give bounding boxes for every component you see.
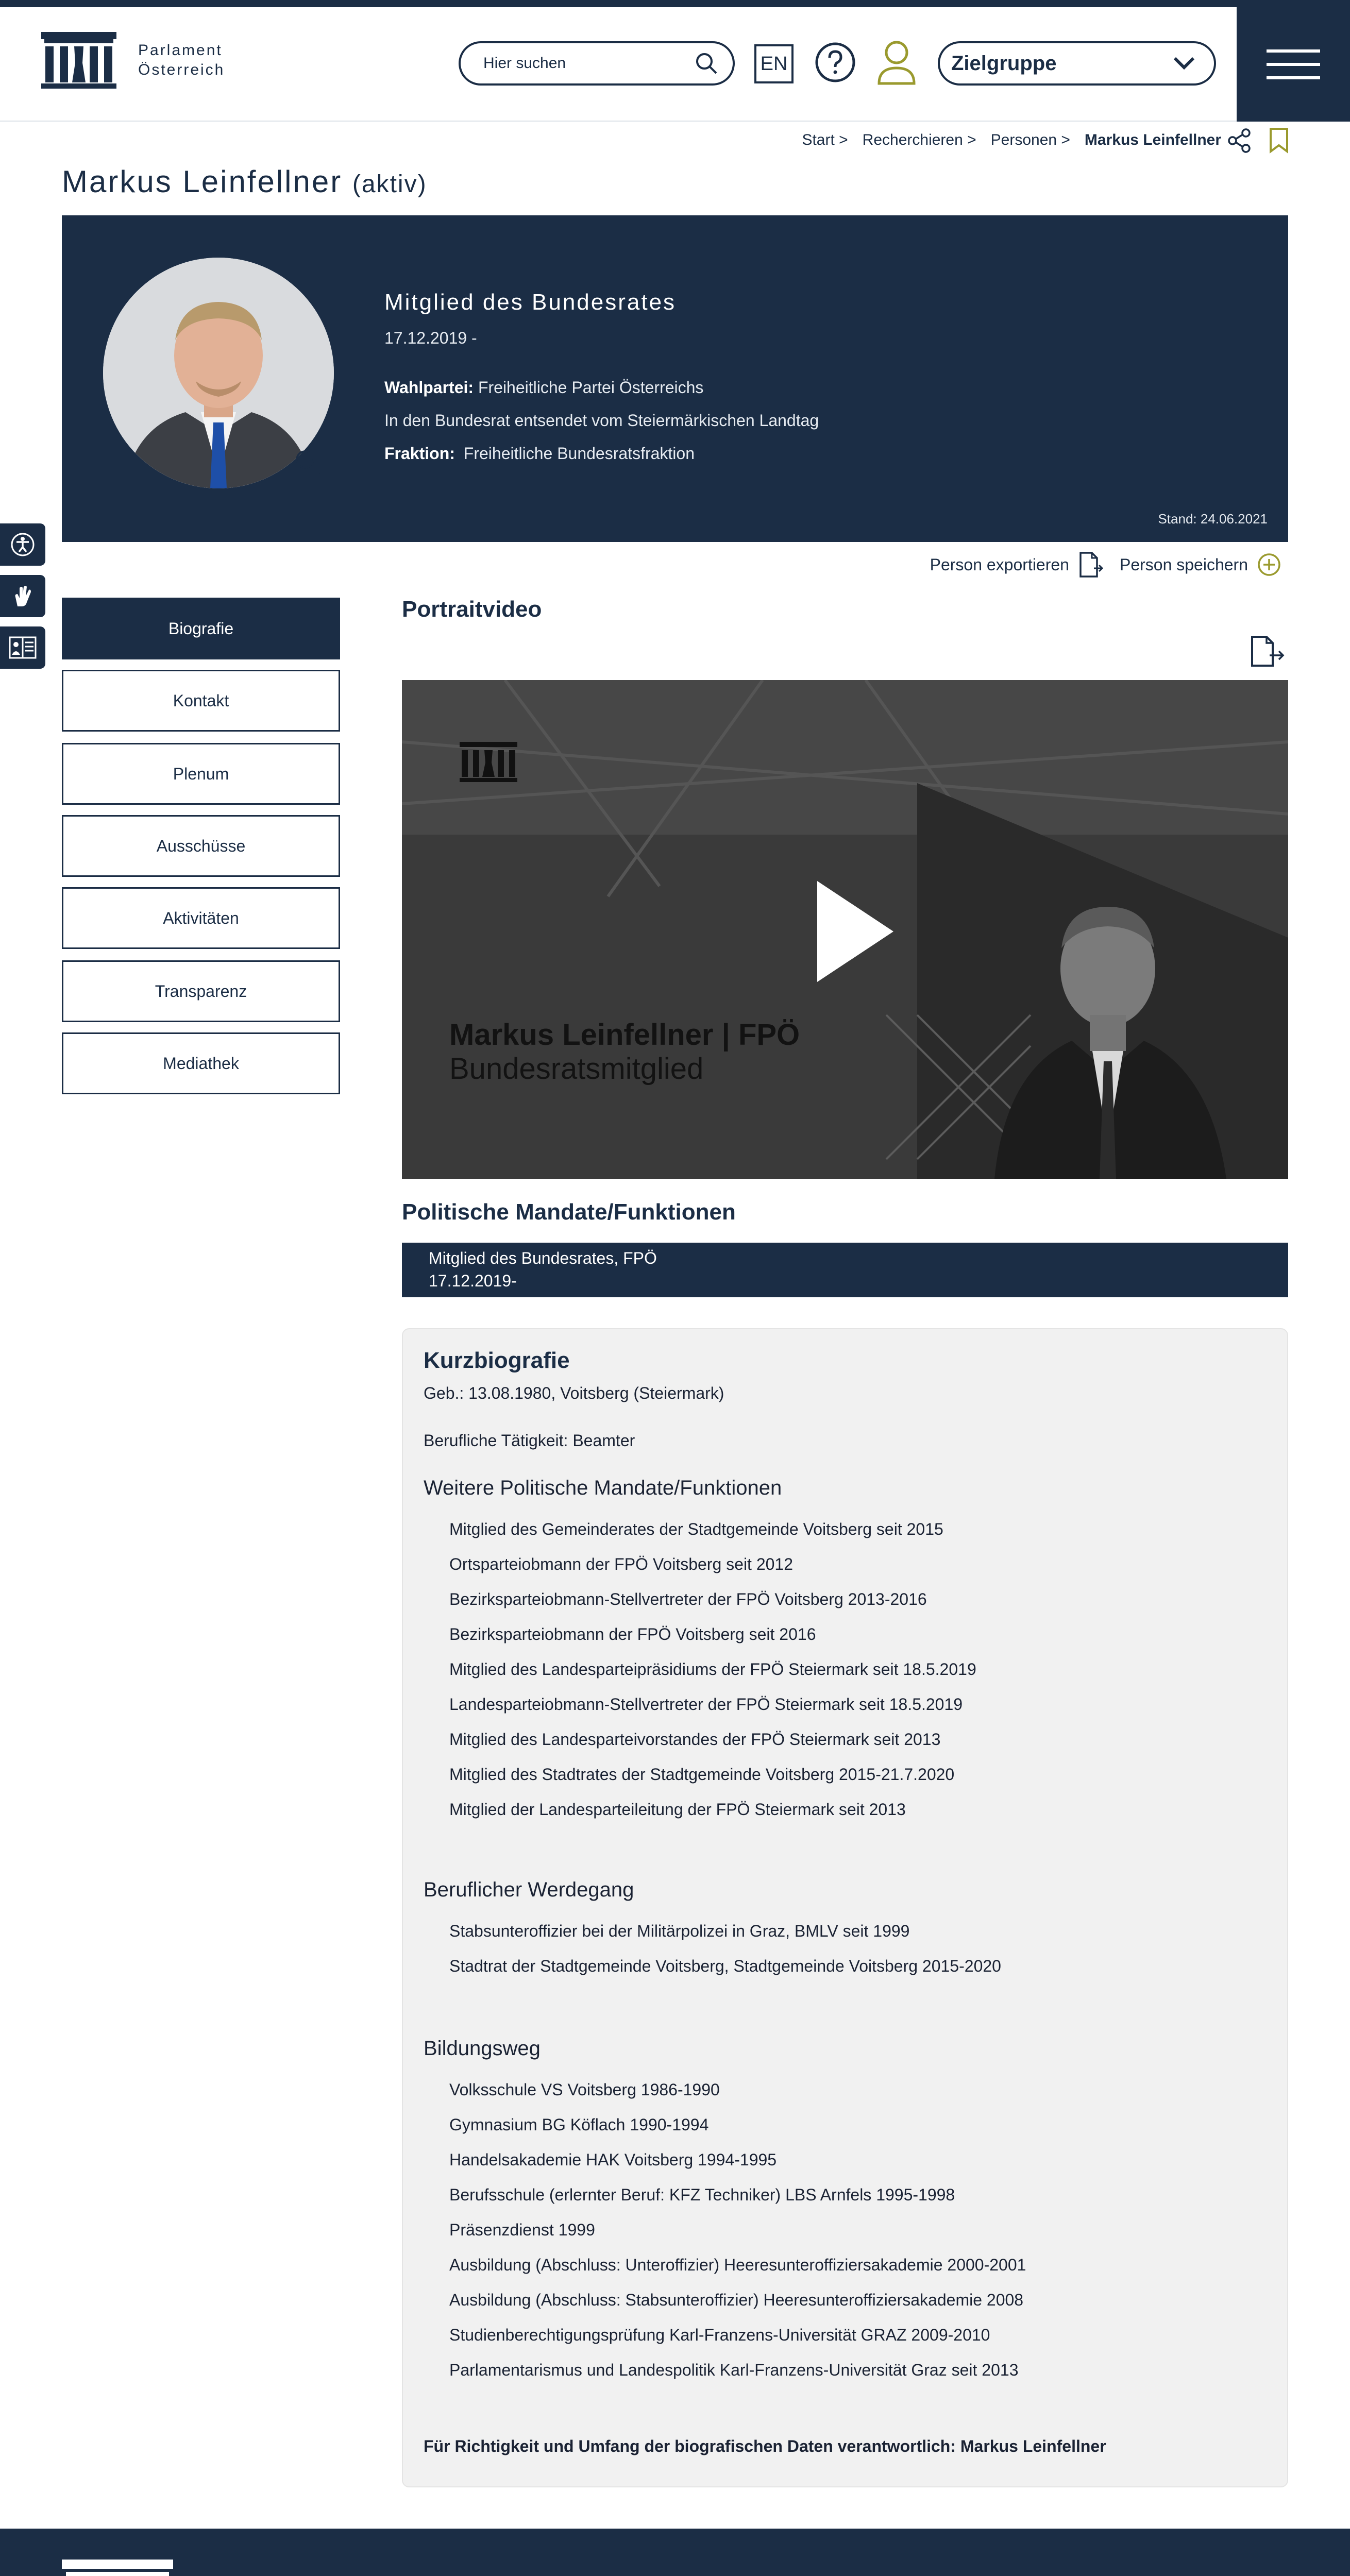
add-circle-icon[interactable] — [1257, 553, 1281, 577]
wahlpartei-line — [384, 378, 703, 397]
target-group-select[interactable] — [938, 41, 1216, 86]
person-name: Markus Leinfellner — [62, 164, 343, 199]
further-mandate-item: Mitglied des Gemeinderates der Stadtgemeinde Voitsberg seit 2015 — [449, 1520, 943, 1538]
further-mandate-item: Landesparteiobmann-Stellvertreter der FPÖ Steiermark seit 18.5.2019 — [449, 1695, 963, 1714]
education-item: Ausbildung (Abschluss: Stabsunteroffizier) Heeresunteroffiziersakademie 2008 — [449, 2291, 1024, 2309]
education-item: Studienberechtigungsprüfung Karl-Franzens-Universität GRAZ 2009-2010 — [449, 2326, 990, 2344]
sign-language-button[interactable] — [0, 575, 45, 617]
bio-further-heading: Weitere Politische Mandate/Funktionen — [424, 1477, 782, 1499]
education-item: Gymnasium BG Köflach 1990-1994 — [449, 2115, 709, 2134]
easy-language-icon — [9, 635, 37, 660]
education-item: Präsenzdienst 1999 — [449, 2221, 595, 2239]
menu-icon-bar — [1267, 76, 1320, 79]
fraktion-label: Fraktion: — [384, 444, 455, 463]
career-item: Stadtrat der Stadtgemeinde Voitsberg, Stadtgemeinde Voitsberg 2015-2020 — [449, 1957, 1001, 1975]
export-person-label[interactable]: Person exportieren — [930, 555, 1069, 574]
accessibility-button[interactable] — [0, 523, 45, 566]
tab-mediathek[interactable]: Mediathek — [62, 1032, 340, 1094]
further-mandate-item: Mitglied des Landesparteivorstandes der FPÖ Steiermark seit 2013 — [449, 1730, 941, 1749]
language-switch-button[interactable]: EN — [754, 44, 794, 83]
education-item: Handelsakademie HAK Voitsberg 1994-1995 — [449, 2150, 777, 2169]
share-icon[interactable] — [1226, 128, 1252, 154]
further-mandate-item: Mitglied des Stadtrates der Stadtgemeinde Voitsberg 2015-21.7.2020 — [449, 1765, 955, 1784]
bookmark-icon[interactable] — [1269, 127, 1289, 154]
bio-education-heading: Bildungsweg — [424, 2037, 541, 2060]
menu-icon-bar — [1267, 63, 1320, 66]
export-icon[interactable] — [1078, 551, 1103, 579]
breadcrumb-item-recherchieren[interactable]: Recherchieren > — [862, 131, 976, 148]
mandate-title: Mitglied des Bundesrates, FPÖ — [429, 1249, 657, 1267]
stand-date: Stand: 24.06.2021 — [1158, 511, 1268, 527]
further-mandate-item: Bezirksparteiobmann-Stellvertreter der FPÖ Voitsberg 2013-2016 — [449, 1590, 927, 1608]
page-title — [62, 164, 427, 199]
search-input[interactable] — [483, 55, 695, 72]
video-caption — [449, 1018, 800, 1086]
logo-text-line2: Österreich — [138, 61, 225, 78]
wahlpartei-value: Freiheitliche Partei Österreichs — [478, 378, 704, 397]
role-date: 17.12.2019 - — [384, 329, 477, 347]
easy-language-button[interactable] — [0, 626, 45, 669]
tab-aktivitaeten[interactable]: Aktivitäten — [62, 887, 340, 949]
logo-text — [138, 41, 225, 80]
tab-kontakt[interactable]: Kontakt — [62, 670, 340, 732]
fraktion-value: Freiheitliche Bundesratsfraktion — [463, 444, 695, 463]
site-logo[interactable] — [41, 27, 258, 94]
wahlpartei-label: Wahlpartei: — [384, 378, 474, 397]
person-status: (aktiv) — [352, 171, 427, 198]
tab-plenum[interactable]: Plenum — [62, 743, 340, 805]
entsendung-line: In den Bundesrat entsendet vom Steiermärkischen Landtag — [384, 411, 819, 430]
tab-transparenz[interactable]: Transparenz — [62, 960, 340, 1022]
mandates-heading: Politische Mandate/Funktionen — [402, 1199, 736, 1225]
site-footer — [0, 2529, 1350, 2576]
save-person-label[interactable]: Person speichern — [1119, 555, 1248, 574]
video-still — [402, 680, 1288, 1179]
target-group-label: Zielgruppe — [951, 52, 1057, 75]
footer-parliament-logo-icon[interactable] — [62, 2560, 173, 2576]
bio-disclaimer: Für Richtigkeit und Umfang der biografischen Daten verantwortlich: Markus Leinfellner — [424, 2437, 1106, 2455]
help-icon[interactable] — [814, 41, 856, 83]
menu-icon-bar — [1267, 49, 1320, 53]
bio-job: Berufliche Tätigkeit: Beamter — [424, 1431, 635, 1450]
user-icon[interactable] — [876, 39, 917, 86]
portrait-video[interactable] — [402, 680, 1288, 1179]
breadcrumb-item-personen[interactable]: Personen > — [990, 131, 1070, 148]
bio-box — [402, 1328, 1288, 2487]
sign-language-icon — [10, 584, 35, 608]
role-title: Mitglied des Bundesrates — [384, 290, 677, 315]
career-item: Stabsunteroffizier bei der Militärpolizei in Graz, BMLV seit 1999 — [449, 1922, 910, 1940]
bio-born: Geb.: 13.08.1980, Voitsberg (Steiermark) — [424, 1384, 724, 1402]
breadcrumb-item-start[interactable]: Start > — [802, 131, 848, 148]
video-caption-line2: Bundesratsmitglied — [449, 1052, 704, 1086]
further-mandate-item: Mitglied des Landesparteipräsidiums der FPÖ Steiermark seit 18.5.2019 — [449, 1660, 976, 1679]
education-item: Berufsschule (erlernter Beruf: KFZ Techniker) LBS Arnfels 1995-1998 — [449, 2185, 955, 2204]
logo-text-line1: Parlament — [138, 42, 223, 59]
accessibility-icon — [10, 532, 35, 557]
further-mandate-item: Ortsparteiobmann der FPÖ Voitsberg seit 2012 — [449, 1555, 794, 1573]
mandate-date: 17.12.2019- — [429, 1272, 517, 1290]
bio-heading: Kurzbiografie — [424, 1348, 570, 1373]
education-item: Ausbildung (Abschluss: Unteroffizier) Heeresunteroffiziersakademie 2000-2001 — [449, 2256, 1026, 2274]
person-actions — [930, 550, 1281, 579]
further-mandate-item: Mitglied der Landesparteileitung der FPÖ Steiermark seit 2013 — [449, 1800, 906, 1819]
portrait-heading: Portraitvideo — [402, 597, 542, 622]
chevron-down-icon — [1173, 56, 1195, 71]
top-stripe — [0, 0, 1350, 7]
parliament-logo-icon — [41, 32, 116, 89]
zoom-icon[interactable] — [294, 448, 323, 477]
video-caption-line1: Markus Leinfellner | FPÖ — [449, 1018, 800, 1052]
menu-button[interactable] — [1237, 7, 1350, 122]
bio-career-heading: Beruflicher Werdegang — [424, 1878, 634, 1901]
mandate-item — [402, 1243, 1288, 1297]
education-item: Parlamentarismus und Landespolitik Karl-Franzens-Universität Graz seit 2013 — [449, 2361, 1019, 2379]
export-video-icon[interactable] — [1249, 635, 1286, 669]
search-box — [459, 41, 735, 86]
search-icon[interactable] — [695, 52, 718, 75]
further-mandate-item: Bezirksparteiobmann der FPÖ Voitsberg seit 2016 — [449, 1625, 816, 1643]
breadcrumb — [802, 128, 1221, 152]
fraktion-line — [384, 444, 695, 463]
tab-biografie[interactable]: Biografie — [62, 598, 340, 659]
education-item: Volksschule VS Voitsberg 1986-1990 — [449, 2080, 720, 2099]
tab-ausschuesse[interactable]: Ausschüsse — [62, 815, 340, 877]
breadcrumb-current: Markus Leinfellner — [1084, 131, 1221, 148]
